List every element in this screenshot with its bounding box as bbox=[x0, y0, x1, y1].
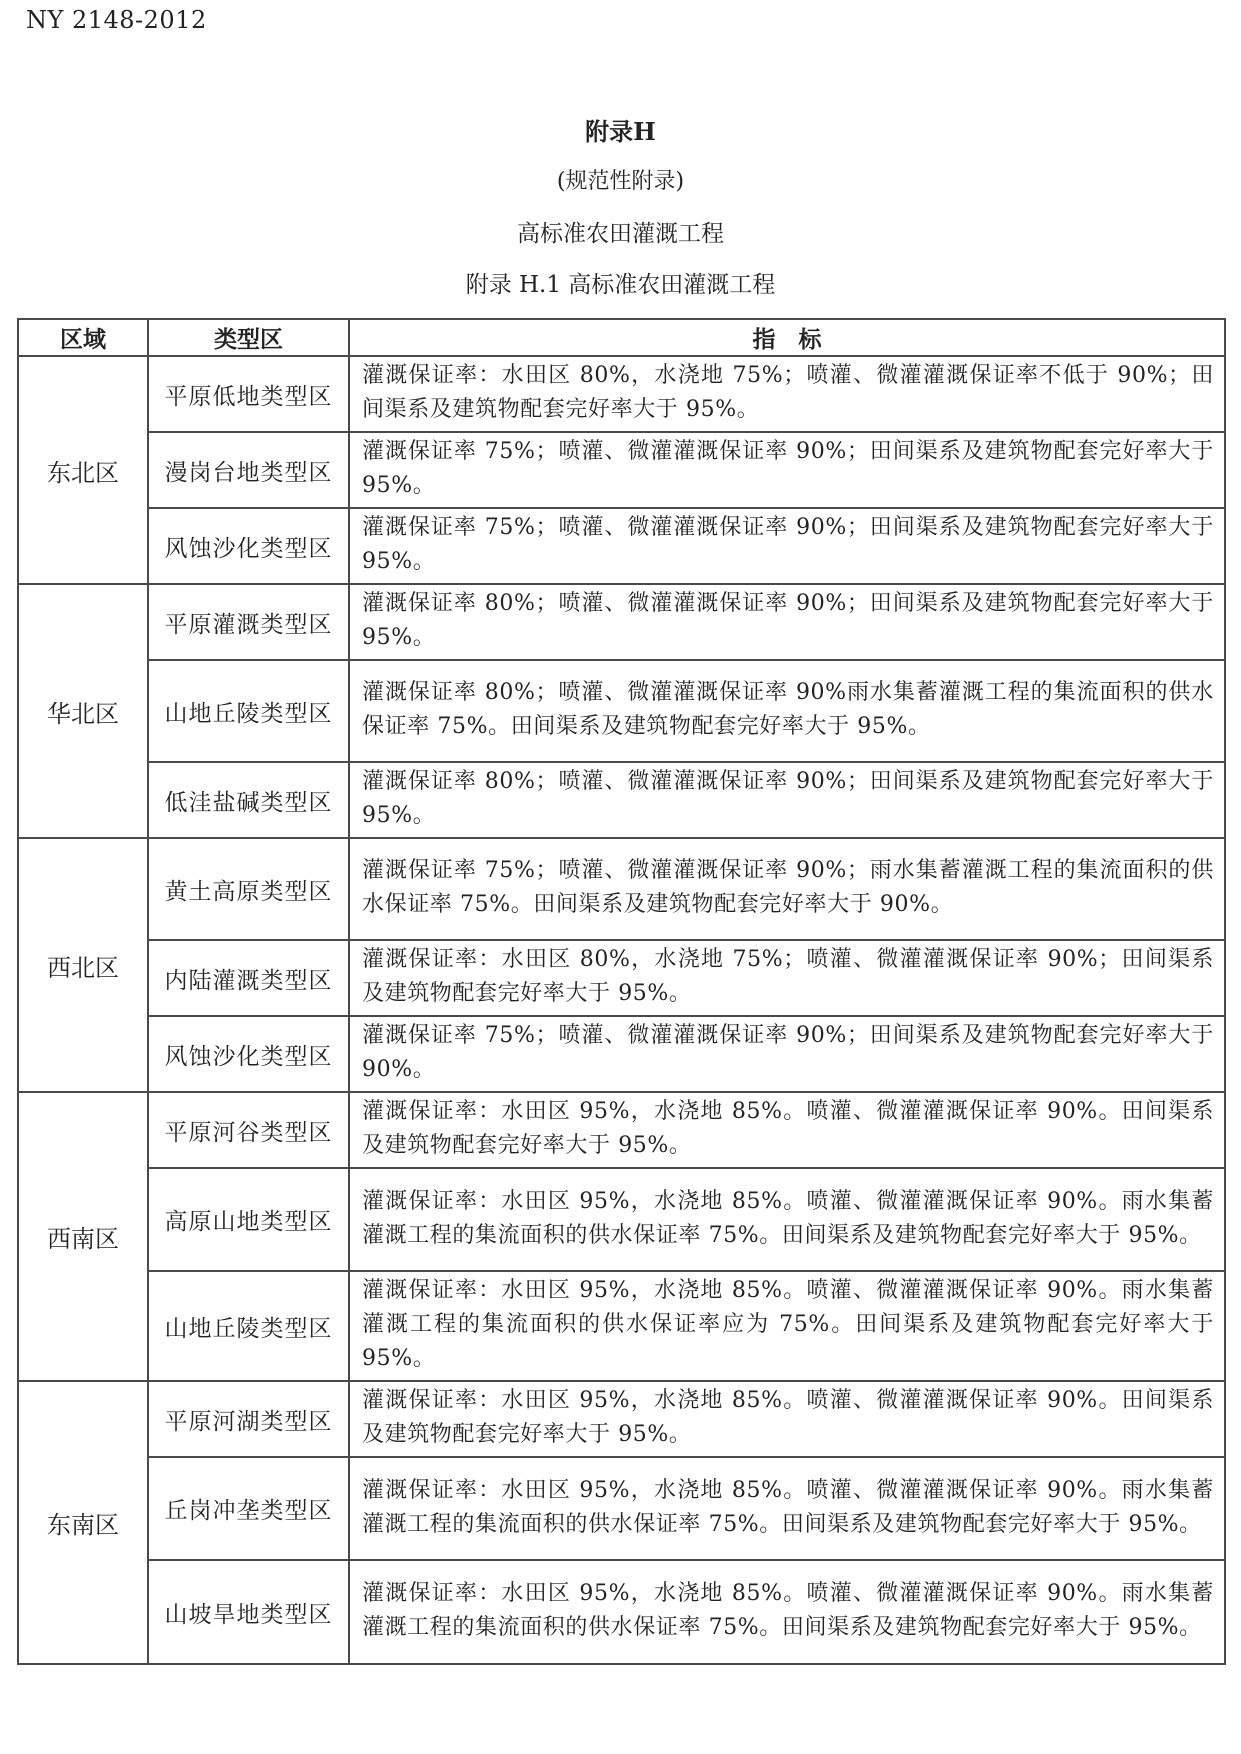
indicator-cell: 灌溉保证率 75%；喷灌、微灌灌溉保证率 90%；雨水集蓄灌溉工程的集流面积的供水保证率 75%。田间渠系及建筑物配套完好率大于 90%。 bbox=[349, 838, 1225, 940]
indicator-cell: 灌溉保证率：水田区 95%，水浇地 85%。喷灌、微灌灌溉保证率 90%。田间渠系及建筑物配套完好率大于 95%。 bbox=[349, 1381, 1225, 1457]
table-row bbox=[18, 660, 1225, 762]
type-cell: 平原低地类型区 bbox=[148, 356, 349, 432]
table-row bbox=[18, 432, 1225, 508]
indicator-cell: 灌溉保证率 75%；喷灌、微灌灌溉保证率 90%；田间渠系及建筑物配套完好率大于 95%。 bbox=[349, 432, 1225, 508]
table-row bbox=[18, 1016, 1225, 1092]
table-row bbox=[18, 1092, 1225, 1168]
table-row bbox=[18, 1560, 1225, 1664]
indicator-cell: 灌溉保证率：水田区 95%，水浇地 85%。喷灌、微灌灌溉保证率 90%。雨水集蓄灌溉工程的集流面积的供水保证率 75%。田间渠系及建筑物配套完好率大于 95%。 bbox=[349, 1457, 1225, 1560]
table-header-row bbox=[18, 319, 1225, 356]
table-row bbox=[18, 1457, 1225, 1560]
type-cell: 风蚀沙化类型区 bbox=[148, 508, 349, 584]
type-cell: 山地丘陵类型区 bbox=[148, 1271, 349, 1381]
region-cell: 东南区 bbox=[18, 1381, 148, 1664]
type-cell: 山地丘陵类型区 bbox=[148, 660, 349, 762]
region-cell: 华北区 bbox=[18, 584, 148, 838]
table-row bbox=[18, 1168, 1225, 1271]
header-region: 区域 bbox=[18, 319, 148, 356]
table-row bbox=[18, 940, 1225, 1016]
appendix-kind: (规范性附录) bbox=[556, 169, 685, 194]
region-cell: 东北区 bbox=[18, 356, 148, 584]
type-cell: 平原河湖类型区 bbox=[148, 1381, 349, 1457]
indicator-cell: 灌溉保证率：水田区 95%，水浇地 85%。喷灌、微灌灌溉保证率 90%。田间渠系及建筑物配套完好率大于 95%。 bbox=[349, 1092, 1225, 1168]
region-cell: 西北区 bbox=[18, 838, 148, 1092]
table-row bbox=[18, 508, 1225, 584]
standard-code: NY 2148-2012 bbox=[26, 6, 207, 34]
indicator-cell: 灌溉保证率：水田区 95%，水浇地 85%。喷灌、微灌灌溉保证率 90%。雨水集蓄灌溉工程的集流面积的供水保证率应为 75%。田间渠系及建筑物配套完好率大于 95%。 bbox=[349, 1271, 1225, 1381]
indicator-cell: 灌溉保证率：水田区 80%，水浇地 75%；喷灌、微灌灌溉保证率不低于 90%；田间渠系及建筑物配套完好率大于 95%。 bbox=[349, 356, 1225, 432]
type-cell: 丘岗冲垄类型区 bbox=[148, 1457, 349, 1560]
appendix-title: 附录H bbox=[585, 117, 656, 146]
type-cell: 内陆灌溉类型区 bbox=[148, 940, 349, 1016]
appendix-subject: 高标准农田灌溉工程 bbox=[517, 221, 724, 247]
indicator-cell: 灌溉保证率 80%；喷灌、微灌灌溉保证率 90%；田间渠系及建筑物配套完好率大于 95%。 bbox=[349, 762, 1225, 838]
table-row bbox=[18, 1381, 1225, 1457]
table-title: 附录 H.1 高标准农田灌溉工程 bbox=[465, 272, 776, 298]
type-cell: 黄土高原类型区 bbox=[148, 838, 349, 940]
type-cell: 山坡旱地类型区 bbox=[148, 1560, 349, 1664]
indicator-cell: 灌溉保证率 75%；喷灌、微灌灌溉保证率 90%；田间渠系及建筑物配套完好率大于 90%。 bbox=[349, 1016, 1225, 1092]
header-indicator: 指 标 bbox=[349, 319, 1225, 356]
type-cell: 风蚀沙化类型区 bbox=[148, 1016, 349, 1092]
type-cell: 高原山地类型区 bbox=[148, 1168, 349, 1271]
table-row bbox=[18, 1271, 1225, 1381]
type-cell: 平原灌溉类型区 bbox=[148, 584, 349, 660]
type-cell: 平原河谷类型区 bbox=[148, 1092, 349, 1168]
indicator-cell: 灌溉保证率 80%；喷灌、微灌灌溉保证率 90%；田间渠系及建筑物配套完好率大于 95%。 bbox=[349, 584, 1225, 660]
indicator-cell: 灌溉保证率：水田区 80%，水浇地 75%；喷灌、微灌灌溉保证率 90%；田间渠系及建筑物配套完好率大于 95%。 bbox=[349, 940, 1225, 1016]
type-cell: 漫岗台地类型区 bbox=[148, 432, 349, 508]
table-row bbox=[18, 584, 1225, 660]
standards-table bbox=[17, 318, 1226, 1665]
table-row bbox=[18, 762, 1225, 838]
table-row bbox=[18, 838, 1225, 940]
indicator-cell: 灌溉保证率：水田区 95%，水浇地 85%。喷灌、微灌灌溉保证率 90%。雨水集蓄灌溉工程的集流面积的供水保证率 75%。田间渠系及建筑物配套完好率大于 95%。 bbox=[349, 1168, 1225, 1271]
indicator-cell: 灌溉保证率 75%；喷灌、微灌灌溉保证率 90%；田间渠系及建筑物配套完好率大于 95%。 bbox=[349, 508, 1225, 584]
region-cell: 西南区 bbox=[18, 1092, 148, 1381]
header-type: 类型区 bbox=[148, 319, 349, 356]
indicator-cell: 灌溉保证率 80%；喷灌、微灌灌溉保证率 90%雨水集蓄灌溉工程的集流面积的供水保证率 75%。田间渠系及建筑物配套完好率大于 95%。 bbox=[349, 660, 1225, 762]
type-cell: 低洼盐碱类型区 bbox=[148, 762, 349, 838]
table-row bbox=[18, 356, 1225, 432]
indicator-cell: 灌溉保证率：水田区 95%，水浇地 85%。喷灌、微灌灌溉保证率 90%。雨水集蓄灌溉工程的集流面积的供水保证率 75%。田间渠系及建筑物配套完好率大于 95%。 bbox=[349, 1560, 1225, 1664]
